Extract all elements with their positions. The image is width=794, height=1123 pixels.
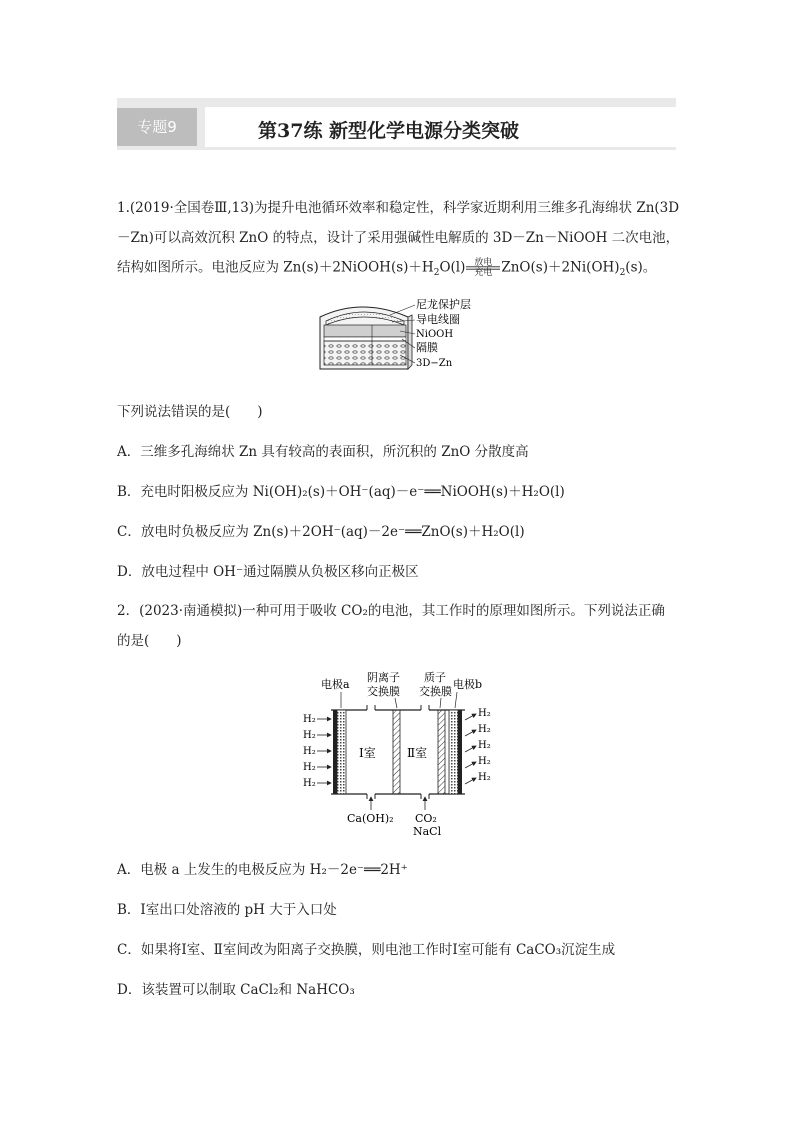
label-caoh2: Ca(OH)₂ xyxy=(347,812,394,825)
q1-option-b: B．充电时阳极反应为 Ni(OH)₂(s)＋OH⁻(aq)－e⁻══NiOOH(s)＋H₂O(l) xyxy=(117,484,565,500)
q1-option-d: D．放电过程中 OH⁻通过隔膜从负极区移向正极区 xyxy=(117,564,419,580)
h2-outlet-1: H₂ xyxy=(478,708,491,719)
h2-outlet-5: H₂ xyxy=(478,772,491,783)
q1-eq-part-d: (s)。 xyxy=(625,259,657,276)
h2-outlet-4: H₂ xyxy=(478,756,491,767)
q1-eq-part-a: 结构如图所示。电池反应为 Zn(s)＋2NiOOH(s)＋H xyxy=(117,259,434,276)
battery-structure-figure xyxy=(312,295,492,375)
q1-option-c: C．放电时负极反应为 Zn(s)＋2OH⁻(aq)－2e⁻══ZnO(s)＋H₂O(l) xyxy=(117,524,525,540)
h2-outlet-3: H₂ xyxy=(478,740,491,751)
h2-inlet-3: H₂ xyxy=(303,746,316,757)
h2-inlet-4: H₂ xyxy=(303,762,316,773)
h2-inlet-2: H₂ xyxy=(303,730,316,741)
label-separator: 隔膜 xyxy=(416,341,438,354)
co2-cell-figure xyxy=(295,670,510,838)
label-room-2: Ⅱ室 xyxy=(407,746,428,760)
q2-option-b: B．Ⅰ室出口处溶液的 pH 大于入口处 xyxy=(117,902,337,918)
label-proton-membrane-2: 交换膜 xyxy=(419,685,452,698)
label-co2: CO₂ xyxy=(415,812,437,825)
q1-eq-part-c: ZnO(s)＋2Ni(OH) xyxy=(501,259,620,276)
label-3d-zn: 3D−Zn xyxy=(416,358,453,369)
label-proton-membrane-1: 质子 xyxy=(424,671,446,684)
label-niooh: NiOOH xyxy=(416,329,454,340)
h2-outlet-2: H₂ xyxy=(478,724,491,735)
q1-eq-part-b: O(l) xyxy=(439,259,466,276)
page-title: 第37练 新型化学电源分类突破 xyxy=(258,120,520,142)
q2-option-d: D．该装置可以制取 CaCl₂和 NaHCO₃ xyxy=(117,982,355,998)
h2-inlet-1: H₂ xyxy=(303,714,316,725)
label-anion-membrane-2: 交换膜 xyxy=(367,685,400,698)
q1-option-a: A．三维多孔海绵状 Zn 具有较高的表面积，所沉积的 ZnO 分散度高 xyxy=(117,444,529,460)
q2-option-c: C．如果将Ⅰ室、Ⅱ室间改为阳离子交换膜，则电池工作时Ⅰ室可能有 CaCO₃沉淀生成 xyxy=(117,942,616,958)
q1-line-3: 结构如图所示。电池反应为 $Zn(s)+2NiOOH(s)+H_2O(l)$ 放电 充电 $ZnO(s)+2Ni(OH)_2(s)$。 xyxy=(117,256,697,283)
q2-line-1: 2．(2023·南通模拟)一种可用于吸收 CO₂的电池，其工作时的原理如图所示。下列说法正确 xyxy=(117,603,665,619)
label-nacl: NaCl xyxy=(413,825,442,838)
label-room-1: Ⅰ室 xyxy=(359,746,376,760)
q1-line-2: －Zn)可以高效沉积 ZnO 的特点，设计了采用强碱性电解质的 3D－Zn－NiOOH 二次电池， xyxy=(117,230,680,246)
arrow-top-label: 放电 xyxy=(474,258,493,268)
q2-option-a: A．电极 a 上发生的电极反应为 H₂－2e⁻══2H⁺ xyxy=(117,862,408,878)
label-electrode-b: 电极b xyxy=(453,678,483,691)
label-nylon-layer: 尼龙保护层 xyxy=(416,298,471,311)
h2-inlet-5: H₂ xyxy=(303,778,316,789)
arrow-bottom-label: 充电 xyxy=(474,268,493,278)
label-conductive-coil: 导电线圈 xyxy=(416,313,460,326)
q1-prompt: 下列说法错误的是( ) xyxy=(117,404,263,420)
reversible-arrow xyxy=(466,256,500,280)
q1-line-1: 1.(2019·全国卷Ⅲ,13)为提升电池循环效率和稳定性，科学家近期利用三维多孔海绵状 Zn(3D xyxy=(117,200,680,216)
q2-line-2: 的是( ) xyxy=(117,633,182,649)
topic-tag: 专题9 xyxy=(117,108,197,146)
label-anion-membrane-1: 阴离子 xyxy=(367,671,400,684)
label-electrode-a: 电极a xyxy=(321,678,350,691)
